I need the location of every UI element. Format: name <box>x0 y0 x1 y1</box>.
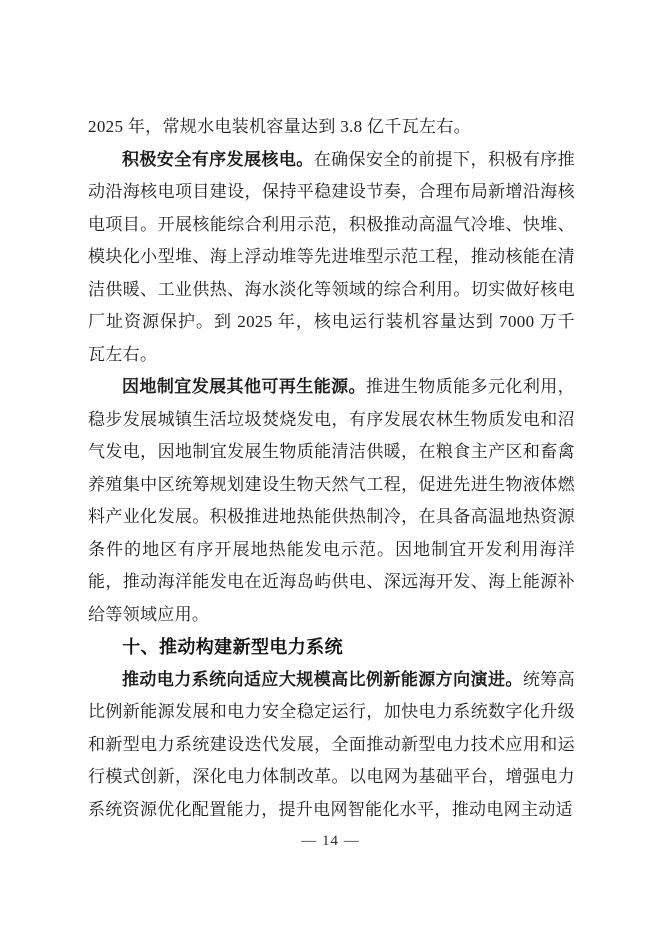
paragraph-power-system-body: 统筹高比例新能源发展和电力安全稳定运行，加快电力系统数字化升级和新型电力系统建设迭代发展，全面推动新型电力技术应用和运行模式创新，深化电力体制改革。以电网为基础平台，增强电力系统资源优化配置能力，提升电网智能化水平，推动电网主动适 <box>88 669 576 819</box>
paragraph-nuclear-lead: 积极安全有序发展核电。 <box>122 149 314 169</box>
page-number: — 14 — <box>301 833 360 849</box>
paragraph-power-system-lead: 推动电力系统向适应大规模高比例新能源方向演进。 <box>122 669 523 689</box>
section-heading: 十、推动构建新型电力系统 <box>122 637 343 657</box>
paragraph-power-system <box>88 664 575 827</box>
paragraph-renewables-lead: 因地制宜发展其他可再生能源。 <box>122 377 366 396</box>
paragraph-renewables-body: 推进生物质能多元化利用，稳步发展城镇生活垃圾焚烧发电，有序发展农林生物质发电和沼气发电，因地制宜发展生物质能清洁供暖，在粮食主产区和畜禽养殖集中区统筹规划建设生物天然气工程，促进先进生物液体燃料产业化发展。积极推进地热能供热制冷，在具备高温地热资源条件的地区有序开展地热能发电示范。因地制宜开发利用海洋能，推动海洋能发电在近海岛屿供电、深远海开发、海上能源补给等领域应用。 <box>88 377 575 624</box>
paragraph-nuclear <box>88 144 575 372</box>
paragraph-renewables <box>88 371 575 631</box>
paragraph-nuclear-body: 在确保安全的前提下，积极有序推动沿海核电项目建设，保持平稳建设节奏，合理布局新增沿海核电项目。开展核能综合利用示范，积极推动高温气冷堆、快堆、模块化小型堆、海上浮动堆等先进堆型示范工程，推动核能在清洁供暖、工业供热、海水淡化等领域的综合利用。切实做好核电厂址资源保护。到 2025 年，核电运行装机容量达到 7000 万千瓦左右。 <box>88 149 575 364</box>
paragraph-hydro-tail: 2025 年，常规水电装机容量达到 3.8 亿千瓦左右。 <box>88 117 471 136</box>
